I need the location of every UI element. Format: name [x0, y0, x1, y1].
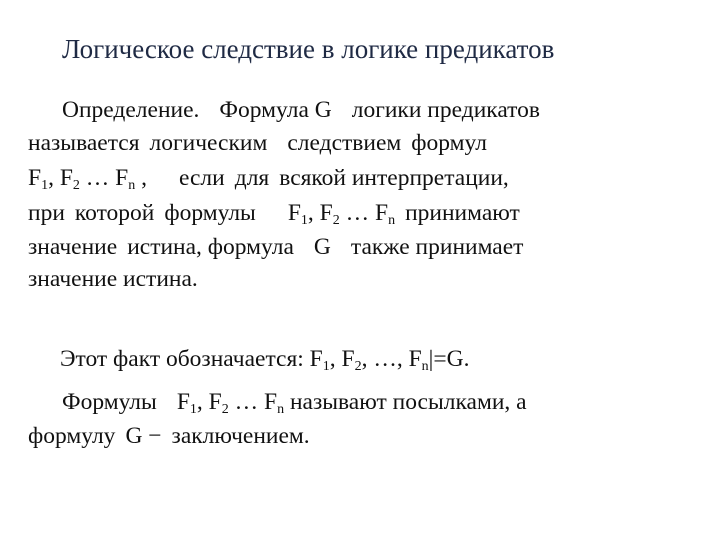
formula-f1: $F_1$ — [28, 165, 49, 193]
formula-f2: $F_2$ — [59, 165, 80, 193]
definition-line-6: значение истина. — [28, 266, 198, 292]
definition-line-4: при которой формулы $F_1$, $F_2$ … $F_n$ принимают — [28, 200, 520, 228]
definition-line-5: значение истина, формула G также принимает — [28, 234, 524, 260]
formulas-line-1: Формулы $F_1$, $F_2$ … $F_n$ называют посылками, а — [62, 389, 527, 417]
entailment-symbol: |=G. — [428, 346, 470, 372]
fact-line: Этот факт обозначается: $F_1$, $F_2$, …, $F_n|=G$. — [60, 346, 470, 374]
definition-line-2: называется логическим следствием формул — [28, 130, 487, 156]
slide-title: Логическое следствие в логике предикатов — [62, 34, 555, 64]
formulas-line-2: формулу G − заключением. — [28, 423, 310, 449]
formula-fn: $F_n$ — [115, 165, 136, 193]
definition-line-3: $F_1$, $F_2$ … $F_n$ , если для всякой интерпретации, — [28, 165, 509, 193]
definition-line-1: Определение. Формула G логики предикатов — [62, 97, 540, 123]
